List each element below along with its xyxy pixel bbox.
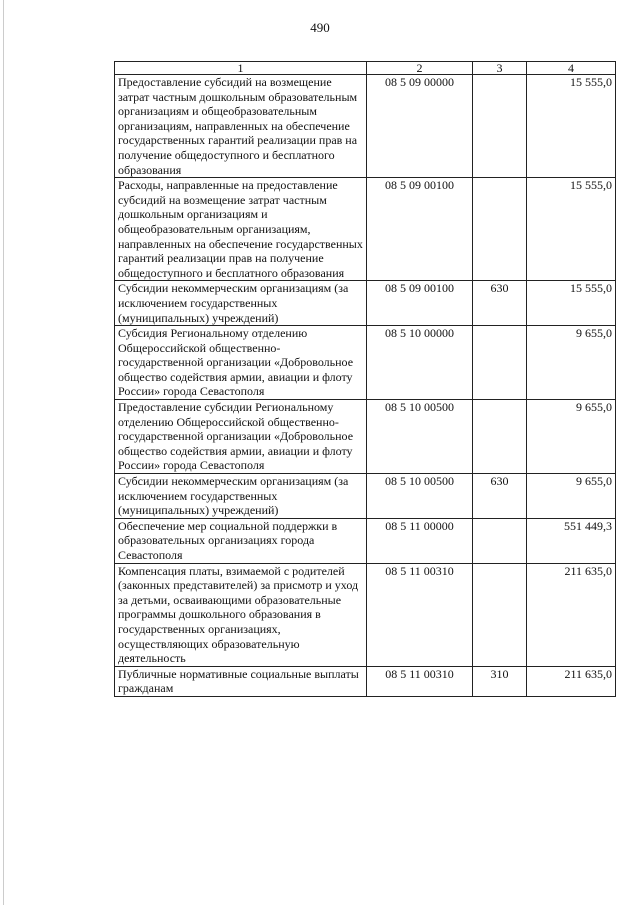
row-code: 08 5 09 00100 <box>367 178 473 281</box>
column-header: 3 <box>473 62 527 75</box>
row-name: Субсидия Региональному отделению Общероссийской общественно-государственной организации «Добровольное общество содействия армии, авиации и флоту России» города Севастополя <box>115 326 367 400</box>
table-row <box>115 518 616 563</box>
row-amount: 15 555,0 <box>527 178 616 281</box>
table-header-row <box>115 62 616 75</box>
row-type: 630 <box>473 474 527 519</box>
table-row <box>115 474 616 519</box>
row-type <box>473 400 527 474</box>
row-code: 08 5 11 00310 <box>367 666 473 696</box>
row-code: 08 5 10 00000 <box>367 326 473 400</box>
row-amount: 211 635,0 <box>527 666 616 696</box>
row-code: 08 5 11 00000 <box>367 518 473 563</box>
row-amount: 15 555,0 <box>527 281 616 326</box>
budget-table <box>114 61 616 697</box>
row-amount: 9 655,0 <box>527 326 616 400</box>
row-amount: 551 449,3 <box>527 518 616 563</box>
row-name: Субсидии некоммерческим организациям (за исключением государственных (муниципальных) учреждений) <box>115 281 367 326</box>
table-row <box>115 178 616 281</box>
row-type <box>473 75 527 178</box>
row-type <box>473 563 527 666</box>
table-row <box>115 326 616 400</box>
row-code: 08 5 09 00100 <box>367 281 473 326</box>
table-row <box>115 666 616 696</box>
row-type <box>473 178 527 281</box>
row-type: 630 <box>473 281 527 326</box>
column-header: 1 <box>115 62 367 75</box>
table-row <box>115 75 616 178</box>
row-name: Публичные нормативные социальные выплаты гражданам <box>115 666 367 696</box>
page-number: 490 <box>310 20 330 35</box>
row-type <box>473 518 527 563</box>
table-row <box>115 400 616 474</box>
scan-edge <box>3 0 4 905</box>
row-name: Субсидии некоммерческим организациям (за исключением государственных (муниципальных) учреждений) <box>115 474 367 519</box>
row-code: 08 5 11 00310 <box>367 563 473 666</box>
row-name: Компенсация платы, взимаемой с родителей (законных представителей) за присмотр и уход за детьми, осваивающими образовательные программы дошкольного образования в государственных организациях, осуществляющих образовательную деятельность <box>115 563 367 666</box>
table-row <box>115 281 616 326</box>
row-amount: 15 555,0 <box>527 75 616 178</box>
column-header: 2 <box>367 62 473 75</box>
row-name: Предоставление субсидий на возмещение затрат частным дошкольным образовательным организациям и общеобразовательным организациям, направленных на обеспечение государственных гарантий реализации прав на получение общедоступного и бесплатного образования <box>115 75 367 178</box>
row-type <box>473 326 527 400</box>
row-type: 310 <box>473 666 527 696</box>
row-name: Расходы, направленные на предоставление субсидий на возмещение затрат частным дошкольным организациям и общеобразовательным организациям, направленных на обеспечение государственных гарантий реализации прав на получение общедоступного и бесплатного образования <box>115 178 367 281</box>
row-name: Обеспечение мер социальной поддержки в образовательных организациях города Севастополя <box>115 518 367 563</box>
row-amount: 9 655,0 <box>527 400 616 474</box>
column-header: 4 <box>527 62 616 75</box>
row-amount: 211 635,0 <box>527 563 616 666</box>
row-amount: 9 655,0 <box>527 474 616 519</box>
table-row <box>115 563 616 666</box>
row-name: Предоставление субсидии Региональному отделению Общероссийской общественно-государственной организации «Добровольное общество содействия армии, авиации и флоту России» города Севастополя <box>115 400 367 474</box>
row-code: 08 5 10 00500 <box>367 400 473 474</box>
row-code: 08 5 09 00000 <box>367 75 473 178</box>
row-code: 08 5 10 00500 <box>367 474 473 519</box>
